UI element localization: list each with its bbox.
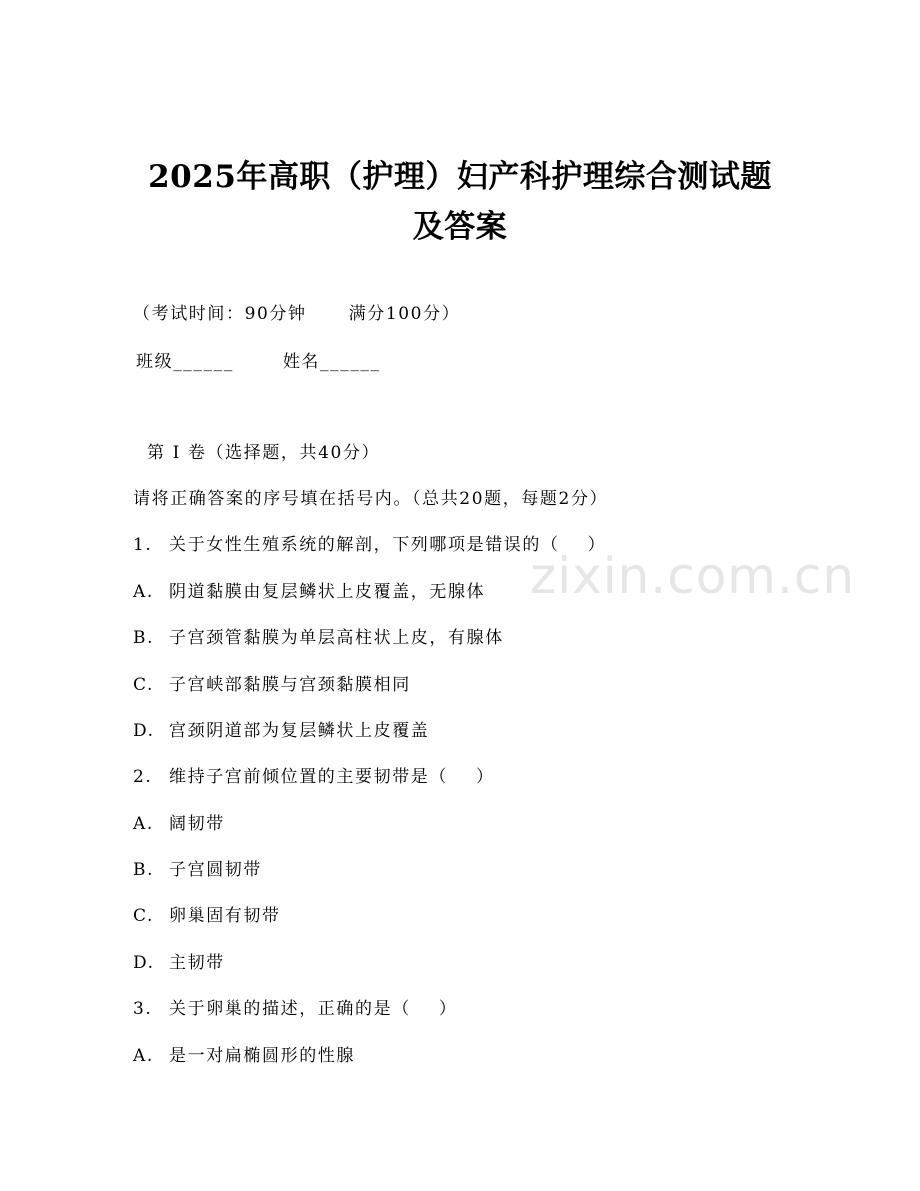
option-label: D. <box>133 953 155 973</box>
option-label: C. <box>133 906 155 926</box>
student-info: 班级______ 姓名______ <box>136 352 381 372</box>
option-text: 卵巢固有韧带 <box>169 906 281 926</box>
option-label: D. <box>133 721 155 741</box>
question-number: 2. <box>133 767 153 787</box>
option-label: A. <box>133 814 154 834</box>
section-heading: 第 I 卷（选择题，共40分） <box>147 443 381 463</box>
question-text: 关于卵巢的描述，正确的是（ ） <box>169 999 458 1019</box>
document-title-line-1: 2025年高职（护理）妇产科护理综合测试题 <box>148 159 772 195</box>
option-text: 主韧带 <box>169 953 225 973</box>
option-3a <box>133 1044 355 1068</box>
option-text: 子宫峡部黏膜与宫颈黏膜相同 <box>169 675 411 695</box>
question-number: 3. <box>133 999 153 1019</box>
option-label: A. <box>133 1046 154 1066</box>
option-1c <box>133 673 411 697</box>
question-2 <box>133 765 495 789</box>
question-text: 关于女性生殖系统的解剖，下列哪项是错误的（ ） <box>169 535 607 555</box>
option-text: 子宫颈管黏膜为单层高柱状上皮，有腺体 <box>169 628 504 648</box>
option-label: B. <box>133 860 155 880</box>
option-text: 是一对扁椭圆形的性腺 <box>169 1046 355 1066</box>
question-text: 维持子宫前倾位置的主要韧带是（ ） <box>169 767 495 787</box>
instruction-text: 请将正确答案的序号填在括号内。（总共20题，每题2分） <box>133 489 609 509</box>
option-2a <box>133 812 225 836</box>
option-text: 阔韧带 <box>169 814 225 834</box>
watermark-text: zixin.com.cn <box>530 547 856 605</box>
question-number: 1. <box>133 535 153 555</box>
option-1b <box>133 626 504 650</box>
exam-info: （考试时间：90分钟 满分100分） <box>133 304 461 324</box>
option-2c <box>133 904 281 928</box>
option-label: A. <box>133 582 154 602</box>
option-label: B. <box>133 628 155 648</box>
option-2d <box>133 951 225 975</box>
option-text: 子宫圆韧带 <box>169 860 262 880</box>
option-2b <box>133 858 262 882</box>
question-3 <box>133 997 457 1021</box>
option-text: 宫颈阴道部为复层鳞状上皮覆盖 <box>169 721 430 741</box>
option-text: 阴道黏膜由复层鳞状上皮覆盖，无腺体 <box>169 582 486 602</box>
question-1 <box>133 533 606 557</box>
option-1d <box>133 719 429 743</box>
document-title-line-2: 及答案 <box>412 209 508 245</box>
option-label: C. <box>133 675 155 695</box>
option-1a <box>133 580 485 604</box>
